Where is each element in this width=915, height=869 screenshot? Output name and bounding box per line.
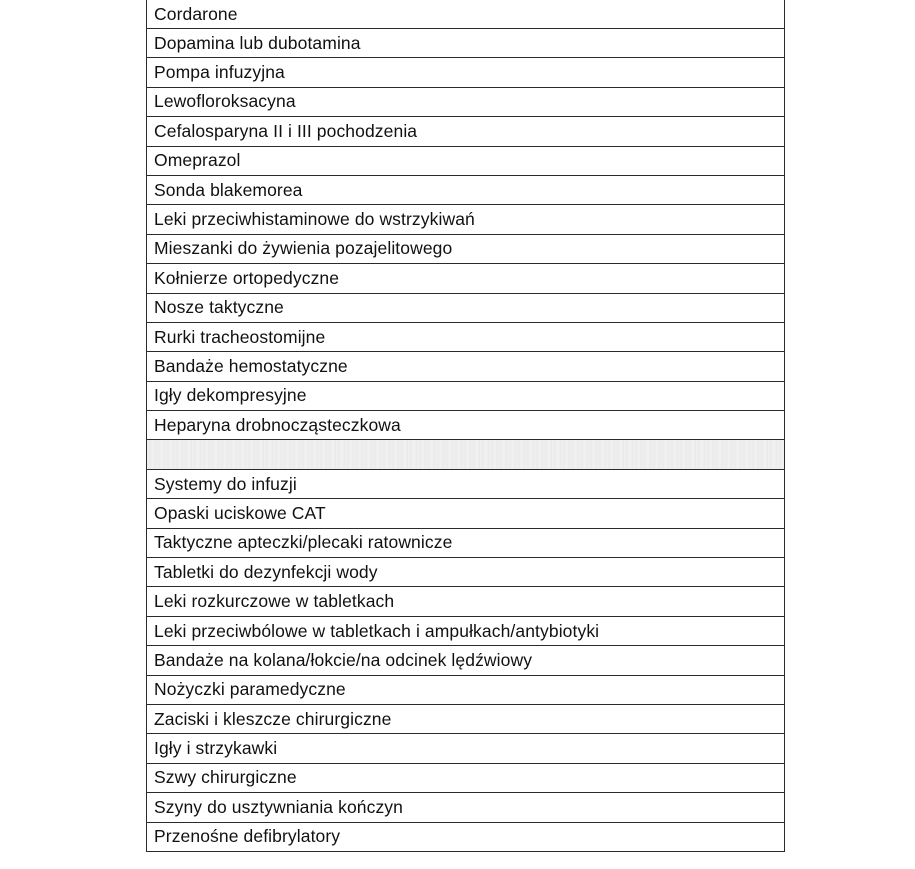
table-row: Leki przeciwbólowe w tabletkach i ampułkach/antybiotyki [147, 616, 784, 645]
table-row: Opaski uciskowe CAT [147, 498, 784, 527]
table-row: Nosze taktyczne [147, 293, 784, 322]
table-row: Taktyczne apteczki/plecaki ratownicze [147, 528, 784, 557]
table-row: Dopamina lub dubotamina [147, 28, 784, 57]
supplies-table [146, 0, 785, 852]
table-row: Sonda blakemorea [147, 175, 784, 204]
table-row: Igły dekompresyjne [147, 381, 784, 410]
table-row: Omeprazol [147, 146, 784, 175]
table-row: Lewofloroksacyna [147, 87, 784, 116]
table-row: Szyny do usztywniania kończyn [147, 792, 784, 821]
table-row: Tabletki do dezynfekcji wody [147, 557, 784, 586]
table-row: Mieszanki do żywienia pozajelitowego [147, 234, 784, 263]
table-row: Nożyczki paramedyczne [147, 675, 784, 704]
table-row: Szwy chirurgiczne [147, 763, 784, 792]
table-row: Przenośne defibrylatory [147, 822, 784, 851]
table-row: Bandaże hemostatyczne [147, 351, 784, 380]
table-row: Systemy do infuzji [147, 469, 784, 498]
table-row: Pompa infuzyjna [147, 57, 784, 86]
table-row: Rurki tracheostomijne [147, 322, 784, 351]
table-row: Cordarone [154, 3, 238, 24]
table-row: Kołnierze ortopedyczne [147, 263, 784, 292]
table-row: Bandaże na kolana/łokcie/na odcinek lędźwiowy [147, 645, 784, 674]
table-row: Igły i strzykawki [147, 733, 784, 762]
table-row: Zaciski i kleszcze chirurgiczne [147, 704, 784, 733]
table-row: Leki rozkurczowe w tabletkach [147, 586, 784, 615]
table-row: Heparyna drobnocząsteczkowa [147, 410, 784, 439]
table-row: Leki przeciwhistaminowe do wstrzykiwań [147, 204, 784, 233]
table-row: Cefalosparyna II i III pochodzenia [147, 116, 784, 145]
table-row-blank [147, 439, 784, 468]
